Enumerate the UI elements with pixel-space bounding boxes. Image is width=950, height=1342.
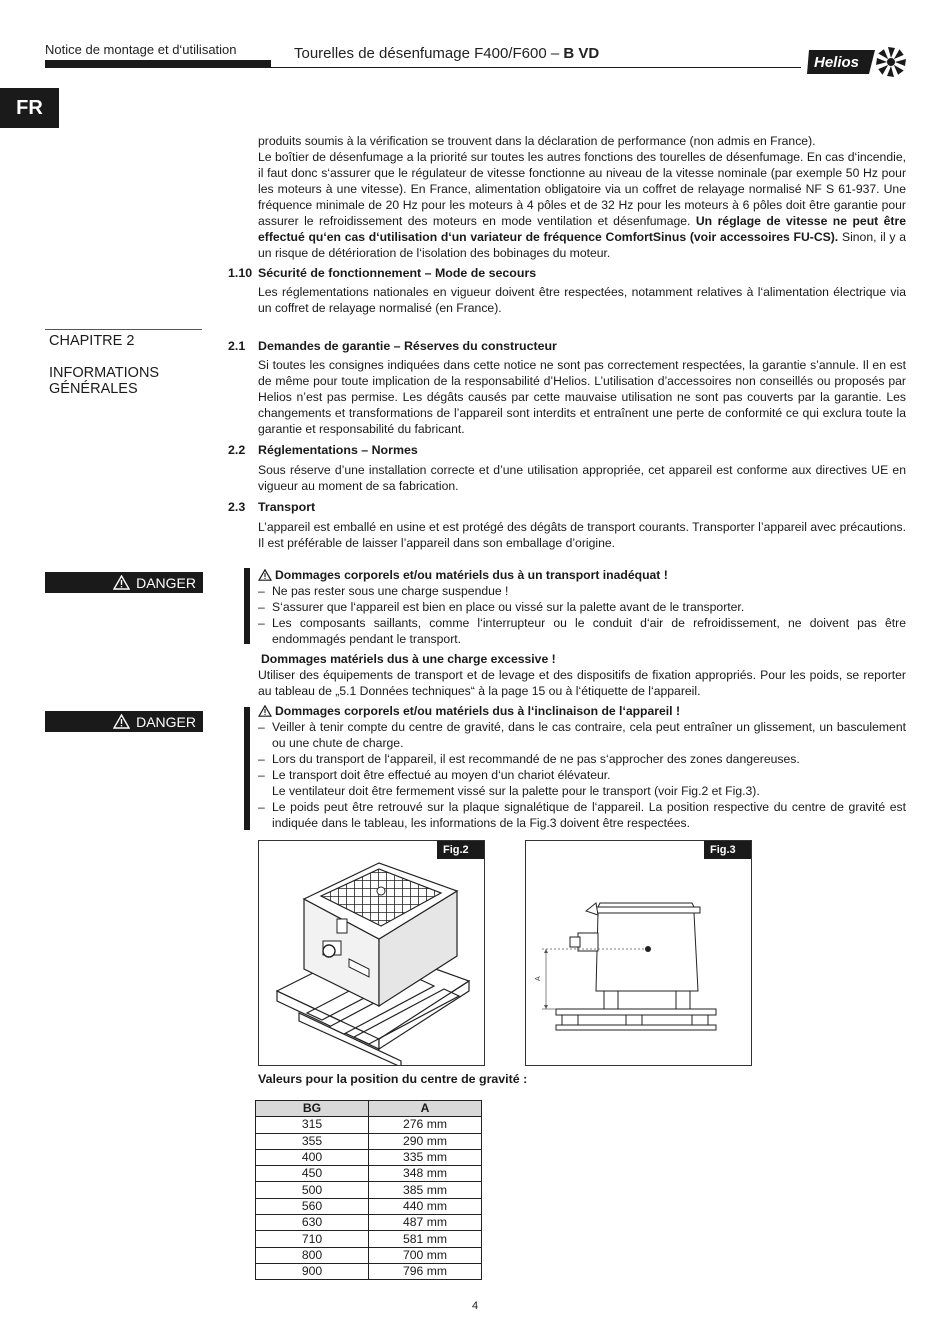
table-row [256,1182,482,1198]
section-title: Sécurité de fonctionnement – Mode de secours [258,266,537,280]
header-rule-thick [45,60,271,68]
list-item: – Le transport doit être effectué au moyen d‘un chariot élévateur. [258,767,906,783]
chapter-label: CHAPITRE 2 [49,333,135,349]
table-row [256,1198,482,1214]
warning-bar-1 [244,568,250,644]
section-1-10-text: Les réglementations nationales en vigueur doivent être respectées, notamment relatives à l‘alimentation électrique via un coffret de relayage normalisé (en France). [258,285,906,315]
table-row [256,1231,482,1247]
dimension-a-label: A [535,976,542,981]
cell-bg: 560 [256,1198,369,1214]
header-rule-thin [271,67,801,68]
cell-bg: 450 [256,1166,369,1182]
section-title: Réglementations – Normes [258,443,418,457]
list-item-text: Les composants saillants, comme l‘interrupteur ou le conduit d‘air de refroidissement, ne doivent pas être endommagés pendant le transport. [272,616,906,646]
list-item-text: Lors du transport de l‘appareil, il est recommandé de ne pas s‘approcher des zones dangereuses. [272,752,800,766]
table-row [256,1215,482,1231]
section-2-3-text: L’appareil est emballé en usine et est protégé des dégâts de transport courants. Transporter l’appareil avec précautions. Il est préférable de laisser l’appareil dans son emballage d’origine. [258,520,906,550]
language-tab: FR [0,88,59,128]
cell-a: 440 mm [369,1198,482,1214]
cell-a: 796 mm [369,1263,482,1279]
cell-bg: 500 [256,1182,369,1198]
chapter-title-line-1: INFORMATIONS [49,365,160,381]
table-row [256,1247,482,1263]
section-number: 2.1 [228,339,246,353]
list-item: – Le poids peut être retrouvé sur la plaque signalétique de l‘appareil. La position respective du centre de gravité est indiquée dans le tableau, les informations de la Fig.3 doivent être respectées. [258,800,906,830]
cell-a: 335 mm [369,1149,482,1165]
list-item: – Ne pas rester sous une charge suspendue ! [258,583,906,599]
list-item: – Lors du transport de l‘appareil, il est recommandé de ne pas s‘approcher des zones dangereuses. [258,751,906,767]
section-heading-2-2 [228,442,418,458]
table-row [256,1263,482,1279]
cell-a: 290 mm [369,1133,482,1149]
column-header-bg: BG [256,1101,369,1117]
table-row [256,1166,482,1182]
figure-3 [525,840,752,1066]
list-item-continuation [258,783,906,799]
fan-on-pallet-illustration [259,841,485,1066]
cell-bg: 630 [256,1215,369,1231]
header-document-type: Notice de montage et d‘utilisation [45,42,237,57]
intro-text: Le boîtier de désenfumage a la priorité sur toutes les autres fonctions des tourelles de désenfumage. En cas d‘incendie, il faut donc s‘assurer que le régulateur de vitesse fonctionne au niveau de la vitesse nominale (par exemple 50 Hz pour les moteurs à une vitesse). En France, alimentation obligatoire via un coffret de relayage normalisé NF S 61-937. Une fréquence minimale de 20 Hz pour les moteurs à 4 pôles et de 32 Hz pour les moteurs à 6 pôles doit être garantie pour assurer le refroidissement des moteurs en mode ventilation et désenfumage. [258,150,906,228]
list-item: – Veiller à tenir compte du centre de gravité, dans le cas contraire, cela peut entraîner un glissement, un basculement ou une chute de charge. [258,720,906,750]
warning-title-text: Dommages corporels et/ou matériels dus à l‘inclinaison de l‘appareil ! [275,704,681,718]
danger-badge-2 [45,711,203,732]
warning-block-1 [258,567,906,647]
column-header-a: A [369,1101,482,1117]
warning-bar-2 [244,707,250,830]
intro-paragraph-2 [258,149,906,261]
list-item-text: Le poids peut être retrouvé sur la plaque signalétique de l‘appareil. La position respective du centre de gravité est indiquée dans le tableau, les informations de la Fig.3 doivent être respectées. [272,800,906,830]
table-row [256,1133,482,1149]
danger-label: DANGER [136,574,196,591]
warning-block-2 [258,703,906,831]
list-item: – S‘assurer que l‘appareil est bien en place ou vissé sur la palette avant de le transporter. [258,599,906,615]
list-item: – Les composants saillants, comme l‘interrupteur ou le conduit d‘air de refroidissement, ne doivent pas être endommagés pendant le transport. [258,616,906,646]
figure-2 [258,840,485,1066]
section-heading-2-3 [228,499,315,515]
list-item-text: Veiller à tenir compte du centre de gravité, dans le cas contraire, cela peut entraîner un glissement, un basculement ou une chute de charge. [272,720,906,750]
section-number: 1.10 [228,266,253,280]
page-number: 4 [471,1300,479,1312]
warning-title-2 [258,703,906,719]
cell-a: 700 mm [369,1247,482,1263]
section-heading-1-10 [228,265,536,281]
center-of-gravity-table [255,1100,482,1280]
table-row [256,1117,482,1133]
header-title-prefix: Tourelles de désenfumage F400/F600 – [294,45,564,62]
section-2-2-text: Sous réserve d’une installation correcte et d’une utilisation appropriée, cet appareil est conforme aux directives UE en vigueur au moment de sa fabrication. [258,463,906,493]
charge-warning-title: Dommages matériels dus à une charge excessive ! [261,652,556,666]
section-title: Transport [258,500,316,514]
warning-triangle-icon [113,575,130,590]
list-item-text: S‘assurer que l‘appareil est bien en place ou vissé sur la palette avant de le transporter. [272,600,745,614]
chapter-rule [45,329,202,330]
intro-end-text: Sinon, il y a un risque de détérioration de l‘isolation des bobinages du moteur. [258,230,906,260]
section-title: Demandes de garantie – Réserves du constructeur [258,339,557,353]
cell-bg: 355 [256,1133,369,1149]
cell-a: 581 mm [369,1231,482,1247]
section-2-1-text: Si toutes les consignes indiquées dans cette notice ne sont pas correctement respectées, la garantie s’annule. Il en est de même pour toute implication de la responsabilité d’Helios. L’utilisation d’accessoires non conseillés ou proposés par Helios n’est pas permise. Les dégâts causés par cette mauvaise utilisation ne sont pas couverts par la garantie. Les changements et transformations de l’appareil sont interdits et entraînent une perte de conformité ce qui exclura toute la garantie et responsabilité du fabricant. [258,358,906,436]
cell-a: 348 mm [369,1166,482,1182]
cell-bg: 315 [256,1117,369,1133]
cell-bg: 710 [256,1231,369,1247]
center-of-gravity-diagram [526,841,752,1066]
logo-text: Helios [814,54,860,71]
center-of-gravity-title: Valeurs pour la position du centre de gravité : [258,1072,528,1086]
danger-label: DANGER [136,713,196,730]
cell-bg: 800 [256,1247,369,1263]
danger-badge-1 [45,572,203,593]
helios-logo [805,44,907,78]
header-title-model: B VD [563,45,600,62]
warning-title-1 [258,567,906,583]
intro-bold-text: Un réglage de vitesse ne peut être effectué qu‘en cas d‘utilisation d‘un variateur de fréquence ComfortSinus (voir accessoires FU-CS). [258,214,906,244]
cell-bg: 400 [256,1149,369,1165]
figure-2-label: Fig.2 [437,841,484,859]
cell-bg: 900 [256,1263,369,1279]
figure-3-label: Fig.3 [704,841,751,859]
charge-warning-text: Utiliser des équipements de transport et de levage et des dispositifs de fixation appropriés. Pour les poids, se reporter au tableau de „5.1 Données techniques“ à la page 15 ou à l‘étiquette de l‘appareil. [258,668,906,698]
cell-a: 385 mm [369,1182,482,1198]
intro-paragraph-1: produits soumis à la vérification se trouvent dans la déclaration de performance (non admis en France). [258,134,816,148]
table-header-row [256,1101,482,1117]
cell-a: 487 mm [369,1215,482,1231]
list-item-text: Le transport doit être effectué au moyen d‘un chariot élévateur. [272,768,611,782]
section-heading-2-1 [228,338,557,354]
chapter-title-line-2: GÉNÉRALES [49,381,138,397]
list-item-text: Le ventilateur doit être fermement vissé sur la palette pour le transport (voir Fig.2 et Fig.3). [272,784,760,798]
table-row [256,1149,482,1165]
section-number: 2.3 [228,500,246,514]
header-title [294,46,599,62]
cell-a: 276 mm [369,1117,482,1133]
section-number: 2.2 [228,443,246,457]
list-item-text: Ne pas rester sous une charge suspendue ! [272,584,509,598]
warning-triangle-icon [113,714,130,729]
warning-title-text: Dommages corporels et/ou matériels dus à un transport inadéquat ! [275,568,668,582]
warning-triangle-icon [258,705,272,717]
warning-triangle-icon [258,569,272,581]
